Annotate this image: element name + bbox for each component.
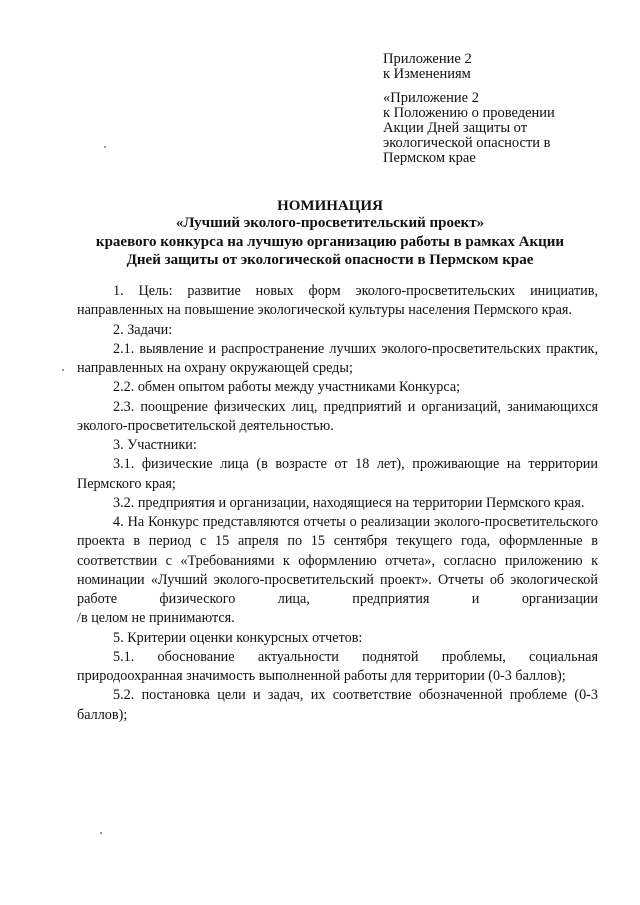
paragraph-participants-3-1: 3.1. физические лица (в возрасте от 18 лет), проживающие на территории Пермского края; bbox=[77, 456, 598, 492]
paragraph-criteria: 5. Критерии оценки конкурсных отчетов: bbox=[113, 629, 363, 646]
paragraph-reports-end: /в целом не принимаются. bbox=[77, 610, 235, 627]
paragraph-task-2-1: 2.1. выявление и распространение лучших эколого-просветительских практик, направленных на охрану окружающей среды; bbox=[77, 340, 598, 376]
title-heading: НОМИНАЦИЯ bbox=[277, 198, 383, 214]
appendix-prev-line: к Положению о проведении bbox=[383, 105, 555, 121]
appendix-prev-reference bbox=[383, 91, 623, 166]
appendix-prev-line: Акции Дней защиты от bbox=[383, 120, 528, 136]
appendix-prev-line: Пермском крае bbox=[383, 150, 476, 166]
document-body bbox=[77, 282, 598, 725]
appendix-line: к Изменениям bbox=[383, 66, 471, 82]
appendix-reference bbox=[383, 52, 623, 82]
title-contest: краевого конкурса на лучшую организацию работы в рамках Акции bbox=[95, 234, 565, 250]
paragraph-participants-3-2: 3.2. предприятия и организации, находящиеся на территории Пермского края. bbox=[113, 494, 585, 511]
scan-speck bbox=[104, 146, 106, 148]
paragraph-goal: 1. Цель: развитие новых форм эколого-просветительских инициатив, направленных на повышение экологической культуры населения Пермского края. bbox=[77, 283, 598, 319]
paragraph-task-2-2: 2.2. обмен опытом работы между участниками Конкурса; bbox=[113, 379, 461, 396]
paragraph-criteria-5-1: 5.1. обоснование актуальности поднятой проблемы, социальная природоохранная значимость выполненной работы для территории (0-3 баллов); bbox=[77, 648, 598, 684]
title-nomination: «Лучший эколого-просветительский проект» bbox=[175, 215, 485, 231]
paragraph-task-2-3: 2.3. поощрение физических лиц, предприятий и организаций, занимающихся эколого-просветительской деятельностью. bbox=[77, 398, 598, 434]
paragraph-participants: 3. Участники: bbox=[113, 437, 197, 453]
appendix-prev-line: «Приложение 2 bbox=[383, 90, 479, 106]
paragraph-criteria-5-2: 5.2. постановка цели и задач, их соответствие обозначенной проблеме (0-3 баллов); bbox=[77, 687, 598, 723]
scan-speck bbox=[62, 369, 64, 371]
paragraph-reports: 4. На Конкурс представляются отчеты о реализации эколого-просветительского проекта в период с 15 апреля по 15 сентября текущего года, оформленные в соответствии с «Требованиями к оформлению отчета», согласно приложению к номинации «Лучший эколого-просветительский проект». Отчеты об экологической работе физического лица, предприятия и организации bbox=[77, 514, 598, 607]
appendix-line: Приложение 2 bbox=[383, 51, 472, 67]
title-contest-cont: Дней защиты от экологической опасности в Пермском крае bbox=[126, 252, 534, 268]
appendix-prev-line: экологической опасности в bbox=[383, 135, 551, 151]
scan-speck bbox=[100, 832, 102, 834]
paragraph-tasks: 2. Задачи: bbox=[113, 321, 173, 338]
